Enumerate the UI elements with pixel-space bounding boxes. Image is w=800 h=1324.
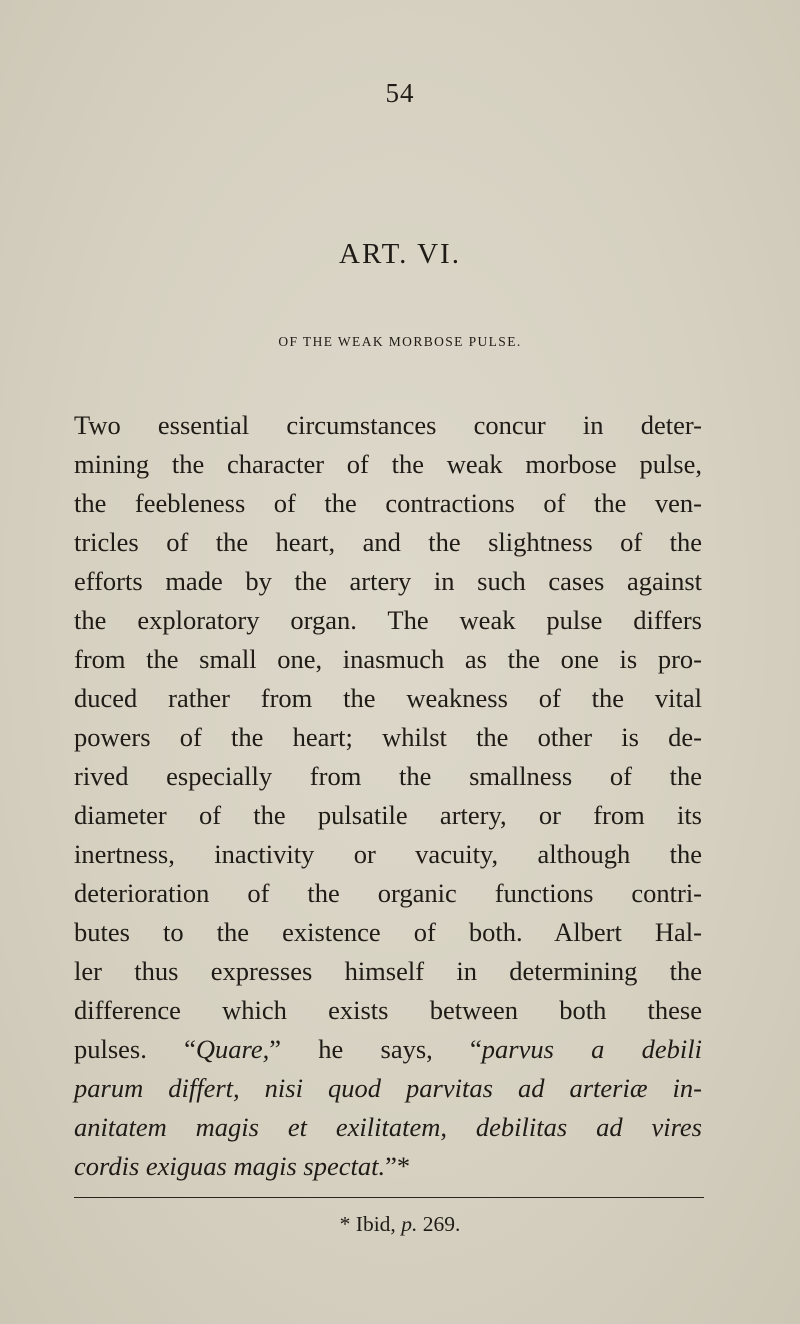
footnote-rule [74, 1197, 704, 1198]
quote-mid: ” he says, “ [269, 1034, 482, 1064]
quote-line [74, 1030, 702, 1069]
text-line: duced rather from the weakness of the vital [74, 683, 702, 713]
footnote-lead: * Ibid, [339, 1212, 402, 1236]
text-line: tricles of the heart, and the slightness of the [74, 527, 702, 557]
text-line: Two essential circumstances concur in deter- [74, 410, 702, 440]
footnote-page: 269. [417, 1212, 461, 1236]
footnote-page-abbrev: p. [401, 1212, 418, 1236]
text-line: ler thus expresses himself in determining the [74, 956, 702, 986]
text-line: deterioration of the organic functions contri- [74, 878, 702, 908]
quote-line [74, 1147, 702, 1186]
text-line: inertness, inactivity or vacuity, although the [74, 839, 702, 869]
quote-line [74, 1069, 702, 1108]
latin-text: cordis exiguas magis spectat. [74, 1151, 386, 1181]
text-line: powers of the heart; whilst the other is de- [74, 722, 702, 752]
latin-word: Quare, [195, 1034, 270, 1064]
text-line: mining the character of the weak morbose pulse, [74, 449, 702, 479]
page-number: 54 [385, 78, 415, 108]
quote-lead: pulses. “ [74, 1034, 196, 1064]
quote-line [74, 1108, 702, 1147]
text-line: butes to the existence of both. Albert Hal- [74, 917, 702, 947]
quote-close: ”* [385, 1151, 411, 1181]
section-title: OF THE WEAK MORBOSE PULSE. [278, 334, 522, 349]
article-title: ART. VI. [339, 238, 461, 270]
body-text [74, 406, 702, 1186]
text-line: the exploratory organ. The weak pulse differs [74, 605, 702, 635]
text-line: the feebleness of the contractions of the ven- [74, 488, 702, 518]
text-line: diameter of the pulsatile artery, or from its [74, 800, 702, 830]
latin-text: anitatem magis et exilitatem, debilitas ad vires [74, 1112, 702, 1142]
latin-text: parvus a debili [481, 1034, 702, 1064]
latin-text: parum differt, nisi quod parvitas ad arteriæ in- [74, 1073, 702, 1103]
text-line: difference which exists between both these [74, 995, 702, 1025]
text-line: from the small one, inasmuch as the one is pro- [74, 644, 702, 674]
footnote [0, 1212, 800, 1237]
text-line: rived especially from the smallness of the [74, 761, 702, 791]
text-line: efforts made by the artery in such cases against [74, 566, 702, 596]
